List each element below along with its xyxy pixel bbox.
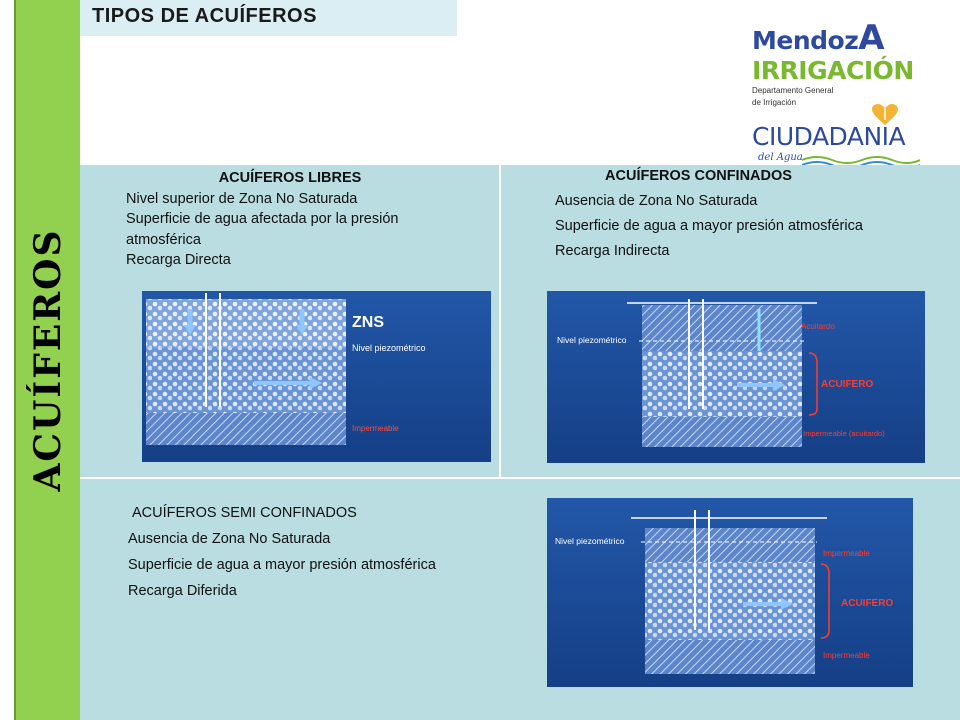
side-band-edge xyxy=(0,0,14,720)
logo-ciudadania-text: CIUDADANIA xyxy=(752,122,906,151)
diagram-confinados-label-acuitardo: Acuitardo xyxy=(801,322,835,331)
diagram-libres-impermeable-layer xyxy=(146,413,346,445)
logo-mendoza-prefix: Mendoz xyxy=(752,26,859,55)
confinados-line-2: Superficie de agua a mayor presión atmosférica xyxy=(555,218,863,234)
confinados-line-1: Ausencia de Zona No Saturada xyxy=(555,193,758,209)
diagram-libres-zns-layer xyxy=(146,299,346,347)
diagram-libres-label-nivel: Nivel piezométrico xyxy=(352,343,426,353)
libres-line-1: Nivel superior de Zona No Saturada xyxy=(126,190,358,207)
page-title: TIPOS DE ACUÍFEROS xyxy=(80,0,457,36)
side-band xyxy=(0,0,80,720)
confinados-line-3: Recarga Indirecta xyxy=(555,243,670,259)
semi-text xyxy=(128,500,528,604)
diagram-semi-label-nivel: Nivel piezométrico xyxy=(555,536,625,546)
logo-del-agua-text: del Agua xyxy=(758,152,803,163)
confinados-text xyxy=(555,164,955,264)
mendoza-irrigacion-logo xyxy=(752,18,932,110)
diagram-semi-aquifer-layer xyxy=(645,562,815,640)
diagram-semi-impermeable-top-layer xyxy=(645,528,815,562)
diagram-semi-impermeable-bottom-layer xyxy=(645,640,815,674)
libres-line-3: atmosférica xyxy=(126,231,201,248)
semi-heading: ACUÍFEROS SEMI CONFINADOS xyxy=(132,505,357,521)
semi-line-2: Superficie de agua a mayor presión atmosférica xyxy=(128,557,436,573)
logo-dept-line2: de Irrigación xyxy=(752,98,797,107)
divider-horizontal xyxy=(80,477,960,479)
libres-line-4: Recarga Directa xyxy=(126,252,231,268)
semi-line-3: Recarga Diferida xyxy=(128,583,237,599)
logo-mendoza-a: A xyxy=(858,18,885,58)
logo-dept-line1: Departamento General xyxy=(752,86,834,95)
side-title: ACUÍFEROS xyxy=(27,228,69,492)
diagram-semi-label-imp-top: Impermeable xyxy=(823,549,870,558)
diagram-confinados-label-nivel: Nivel piezométrico xyxy=(557,335,627,345)
semi-line-1: Ausencia de Zona No Saturada xyxy=(128,531,331,547)
side-band-line xyxy=(14,0,16,720)
diagram-confinados-impermeable-layer xyxy=(642,417,802,447)
libres-line-2: Superficie de agua afectada por la presión xyxy=(126,211,399,227)
diagram-confinados xyxy=(547,291,925,463)
logo-irrigacion-text: IRRIGACIÓN xyxy=(752,56,914,85)
diagram-libres-label-imp: Impermeable xyxy=(352,424,399,433)
diagram-confinados-label-acuifero: ACUIFERO xyxy=(821,379,874,390)
ciudadania-logo xyxy=(752,104,932,166)
divider-vertical xyxy=(499,165,501,477)
diagram-semiconfinados xyxy=(547,498,913,687)
diagram-semi-label-imp-bot: Impermeable xyxy=(823,651,870,660)
libres-heading: ACUÍFEROS LIBRES xyxy=(218,170,362,186)
libres-text xyxy=(126,168,486,271)
diagram-libres-label-zns: ZNS xyxy=(352,314,384,331)
diagram-libres xyxy=(142,291,491,462)
diagram-confinados-label-imp: Impermeable (acuitardo) xyxy=(803,429,885,438)
confinados-heading: ACUÍFEROS CONFINADOS xyxy=(605,168,792,184)
logo-mendoza-text xyxy=(752,18,932,58)
diagram-semi-label-acuifero: ACUIFERO xyxy=(841,598,894,609)
diagram-confinados-acuitardo-layer xyxy=(642,305,802,351)
